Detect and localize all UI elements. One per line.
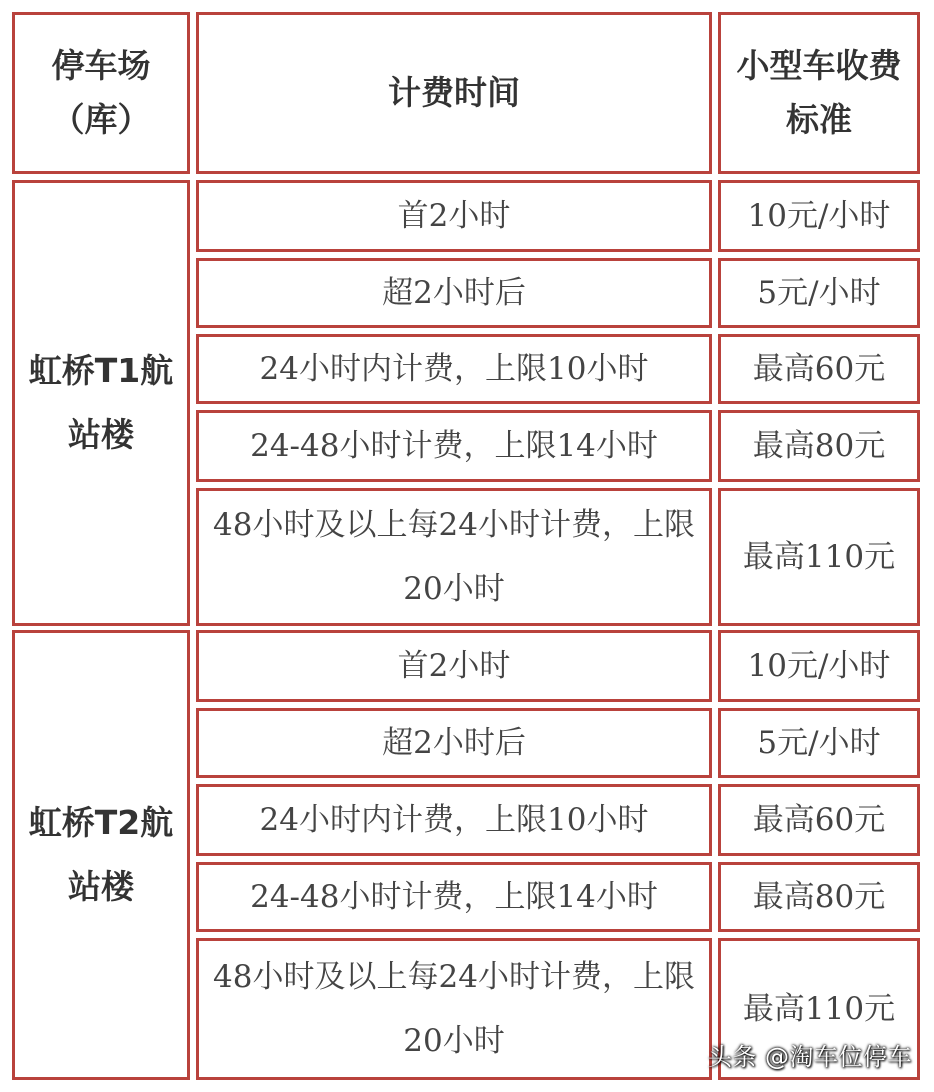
- time-text: 首2小时: [397, 648, 511, 684]
- fee-text: 10元/小时: [747, 648, 891, 684]
- header-lot-cell: [12, 12, 190, 174]
- fee-text: 10元/小时: [747, 198, 891, 234]
- fee-text: 最高60元: [752, 351, 886, 387]
- time-cell: [196, 180, 712, 252]
- time-text: 24小时内计费，上限10小时: [259, 802, 649, 838]
- fee-text: 最高60元: [752, 802, 886, 838]
- fee-text: 5元/小时: [757, 275, 881, 311]
- time-cell: [196, 488, 712, 626]
- time-text: 首2小时: [397, 198, 511, 234]
- fee-cell: [718, 180, 920, 252]
- time-text: 24-48小时计费，上限14小时: [250, 879, 658, 915]
- time-cell: [196, 258, 712, 328]
- fee-cell: [718, 410, 920, 482]
- fee-cell: [718, 708, 920, 778]
- lot-name: 虹桥T2航站楼: [28, 803, 174, 906]
- header-lot-label: 停车场（库）: [51, 46, 151, 139]
- fee-cell: [718, 784, 920, 856]
- fee-text: 5元/小时: [757, 725, 881, 761]
- time-text: 24-48小时计费，上限14小时: [250, 428, 658, 464]
- time-text: 24小时内计费，上限10小时: [259, 351, 649, 387]
- header-time-label: 计费时间: [388, 73, 520, 112]
- time-cell: [196, 862, 712, 932]
- time-cell: [196, 334, 712, 404]
- lot-name-cell-t1: [12, 180, 190, 626]
- time-text: 超2小时后: [382, 725, 526, 761]
- time-cell: [196, 938, 712, 1080]
- fee-text: 最高80元: [752, 879, 886, 915]
- time-cell: [196, 784, 712, 856]
- fee-cell: [718, 258, 920, 328]
- fee-cell: [718, 862, 920, 932]
- header-fee-label: 小型车收费标准: [736, 46, 902, 139]
- header-fee-cell: [718, 12, 920, 174]
- fee-text: 最高110元: [742, 539, 896, 575]
- fee-cell: [718, 488, 920, 626]
- header-time-cell: [196, 12, 712, 174]
- time-text: 超2小时后: [382, 275, 526, 311]
- lot-name: 虹桥T1航站楼: [28, 351, 174, 454]
- fee-text: 最高80元: [752, 428, 886, 464]
- fee-text: 最高110元: [742, 991, 896, 1027]
- watermark: 头条 @淘车位停车: [707, 1043, 912, 1071]
- lot-name-cell-t2: [12, 630, 190, 1080]
- time-cell: [196, 410, 712, 482]
- time-text: 48小时及以上每24小时计费，上限20小时: [213, 507, 695, 607]
- time-cell: [196, 630, 712, 702]
- fee-cell: [718, 334, 920, 404]
- time-text: 48小时及以上每24小时计费，上限20小时: [213, 959, 695, 1059]
- time-cell: [196, 708, 712, 778]
- fee-cell: [718, 630, 920, 702]
